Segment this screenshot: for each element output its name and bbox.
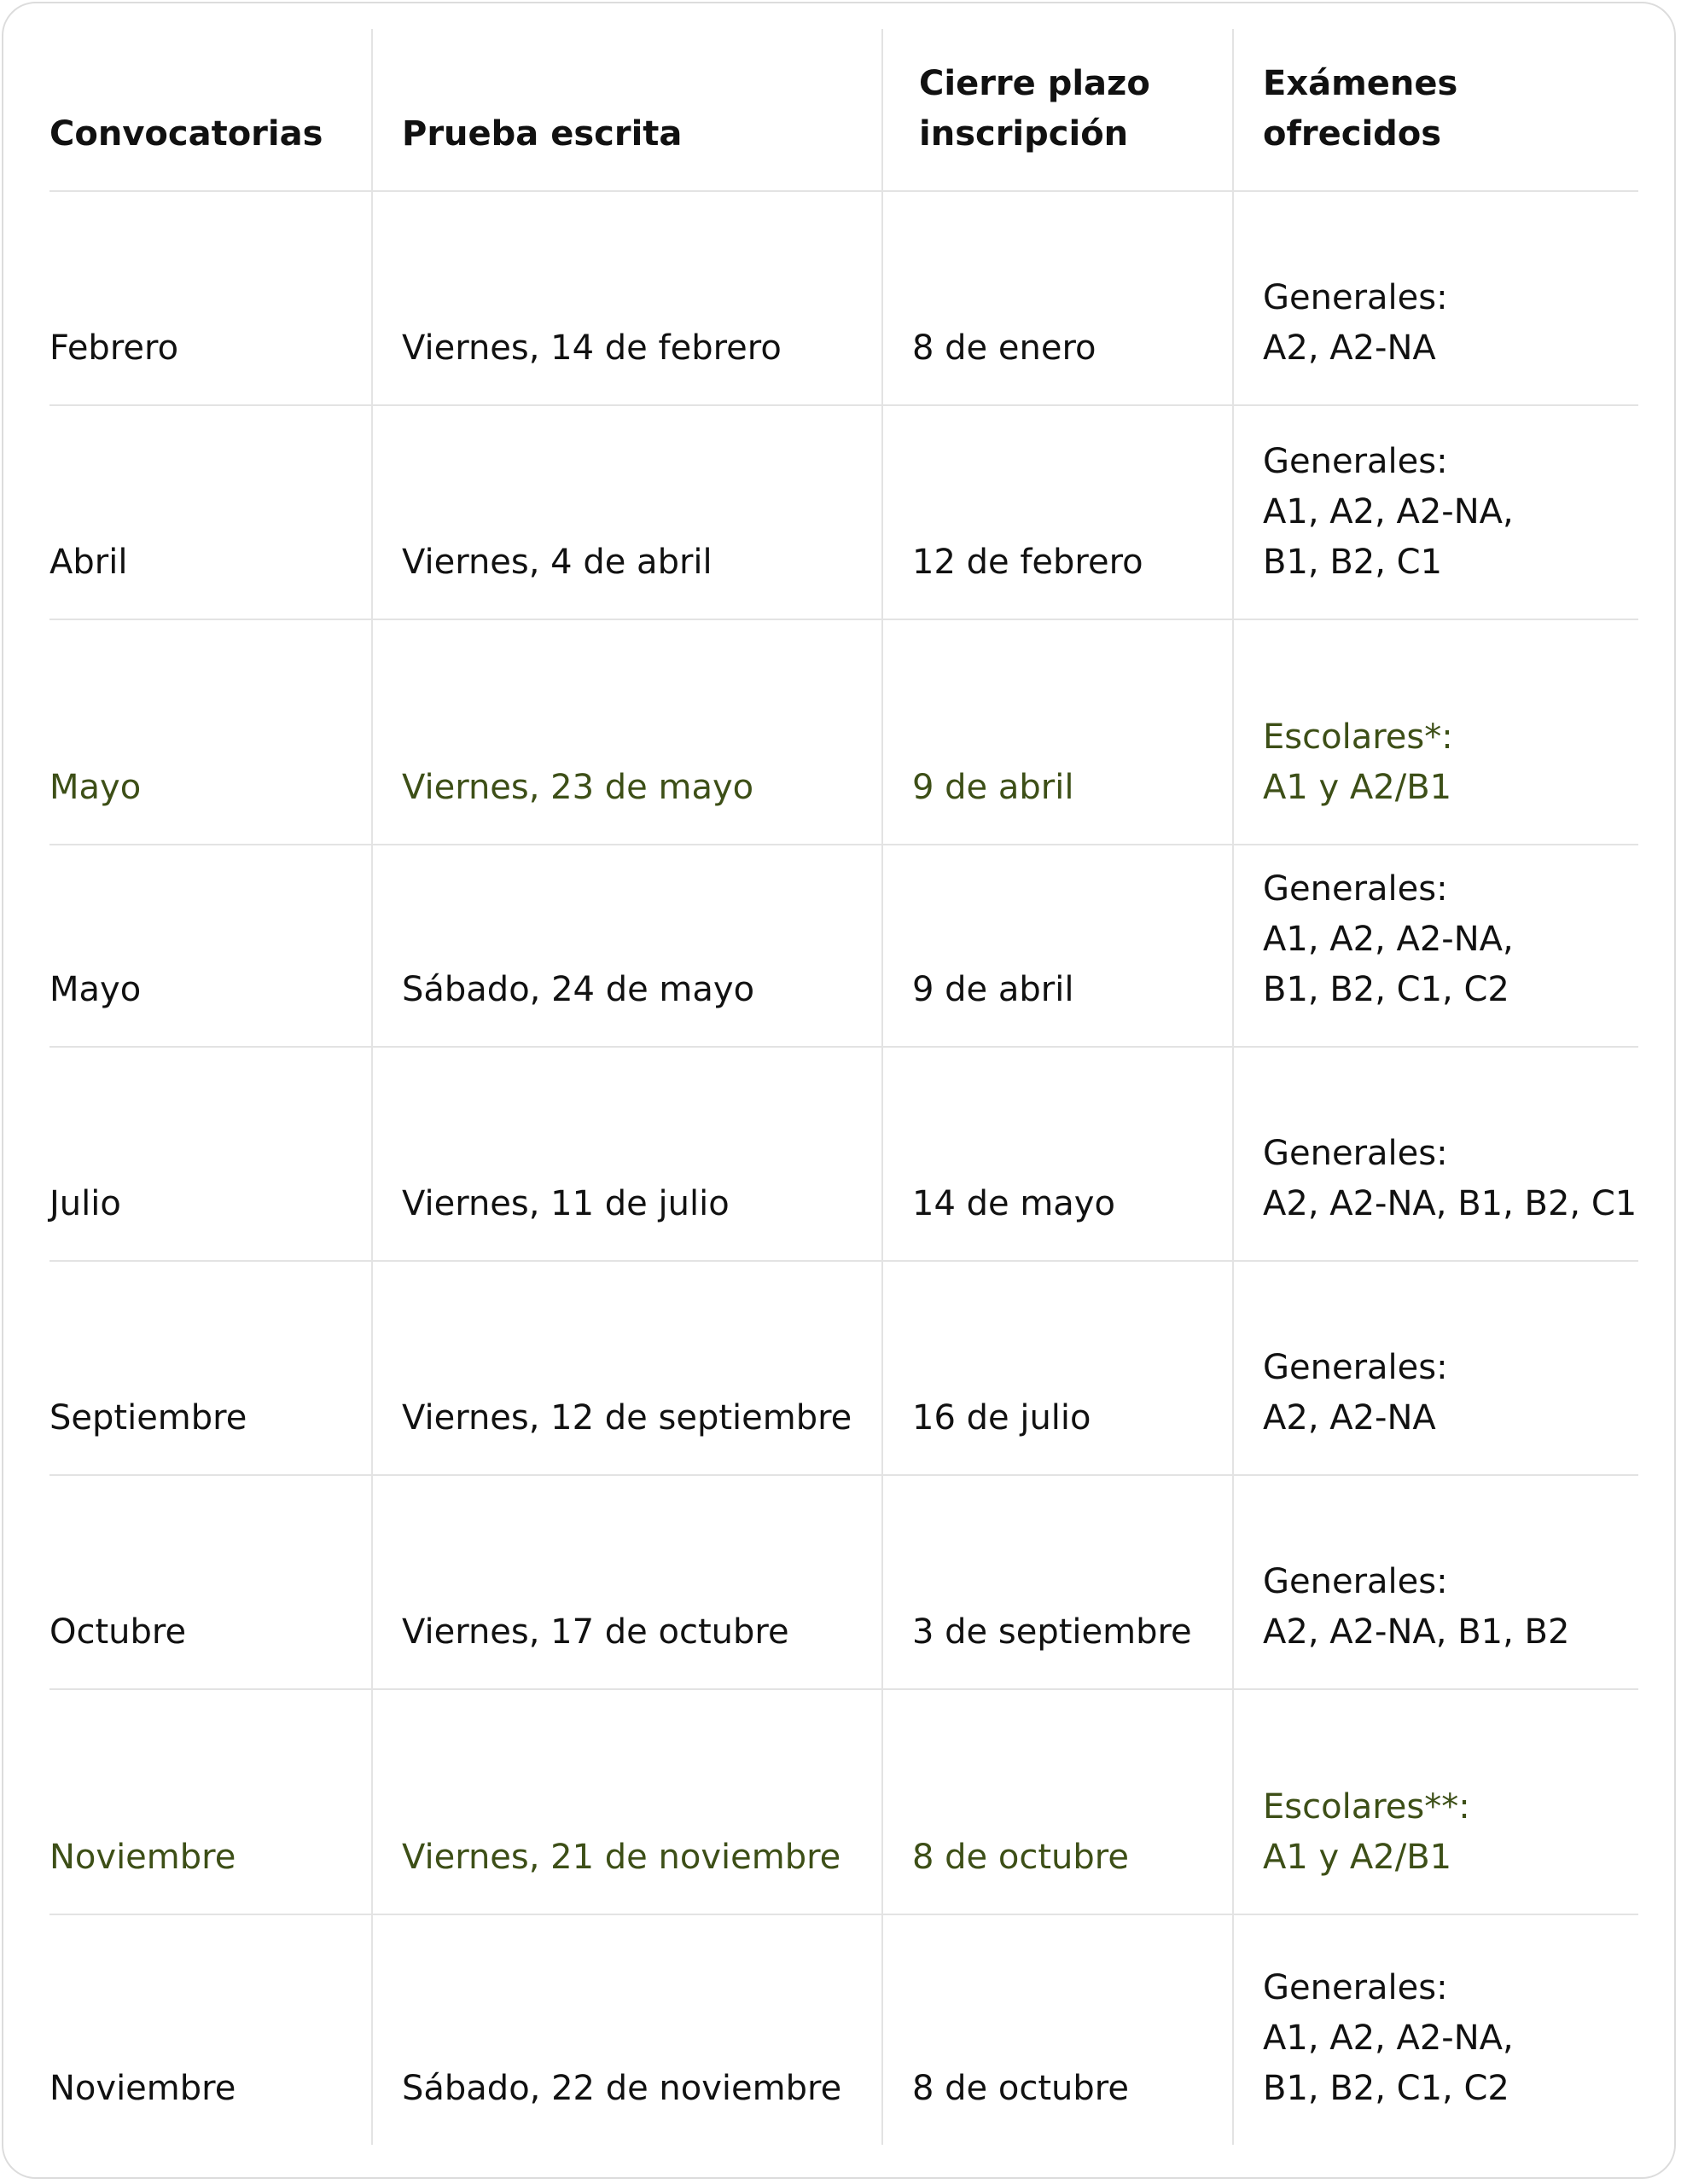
examenes-line: A2, A2-NA (1263, 1398, 1436, 1438)
examenes-line: Generales: (1263, 1968, 1448, 2007)
table-row (49, 1261, 1638, 1475)
table-header-row (49, 29, 1638, 191)
table-row (49, 845, 1638, 1047)
examenes-cell (1233, 1914, 1638, 2145)
examenes-line: Generales: (1263, 1348, 1448, 1387)
prueba-escrita-cell: Viernes, 11 de julio (372, 1047, 882, 1261)
convocatoria-cell: Abril (49, 405, 372, 619)
examenes-line: A1 y A2/B1 (1263, 768, 1452, 807)
convocatoria-cell: Octubre (49, 1475, 372, 1689)
examenes-cell (1233, 619, 1638, 845)
cierre-plazo-cell: 3 de septiembre (882, 1475, 1233, 1689)
examenes-line: A2, A2-NA (1263, 328, 1436, 368)
examenes-line: A1, A2, A2-NA, (1263, 920, 1514, 959)
examenes-line: A1, A2, A2-NA, (1263, 2018, 1514, 2058)
prueba-escrita-cell: Viernes, 23 de mayo (372, 619, 882, 845)
prueba-escrita-cell: Viernes, 12 de septiembre (372, 1261, 882, 1475)
prueba-escrita-cell: Viernes, 14 de febrero (372, 191, 882, 405)
cierre-plazo-cell: 9 de abril (882, 845, 1233, 1047)
examenes-line: Generales: (1263, 442, 1448, 481)
cierre-plazo-cell: 8 de octubre (882, 1689, 1233, 1914)
header-convocatorias: Convocatorias (49, 29, 372, 191)
cierre-plazo-cell: 8 de enero (882, 191, 1233, 405)
cierre-plazo-cell: 16 de julio (882, 1261, 1233, 1475)
table-row (49, 1475, 1638, 1689)
prueba-escrita-cell: Viernes, 21 de noviembre (372, 1689, 882, 1914)
table-row (49, 1689, 1638, 1914)
examenes-line: Escolares**: (1263, 1787, 1470, 1827)
examenes-cell (1233, 405, 1638, 619)
table-row (49, 1914, 1638, 2145)
examenes-line: Generales: (1263, 1562, 1448, 1601)
convocatoria-cell: Julio (49, 1047, 372, 1261)
table-row (49, 1047, 1638, 1261)
examenes-cell (1233, 1047, 1638, 1261)
header-cierre-plazo: Cierre plazo inscripción (882, 29, 1233, 191)
cierre-plazo-cell: 8 de octubre (882, 1914, 1233, 2145)
examenes-line: Generales: (1263, 278, 1448, 317)
examenes-line: A2, A2-NA, B1, B2, C1 (1263, 1184, 1637, 1223)
prueba-escrita-cell: Viernes, 17 de octubre (372, 1475, 882, 1689)
convocatoria-cell: Noviembre (49, 2069, 236, 2108)
header-prueba-escrita: Prueba escrita (372, 29, 882, 191)
convocatoria-cell: Septiembre (49, 1261, 372, 1475)
prueba-escrita-cell: Sábado, 22 de noviembre (372, 1914, 882, 2145)
exam-schedule-table (49, 29, 1638, 2145)
examenes-line: B1, B2, C1 (1263, 543, 1443, 582)
examenes-cell (1233, 845, 1638, 1047)
convocatoria-cell: Febrero (49, 191, 372, 405)
table-row (49, 619, 1638, 845)
examenes-line: A1 y A2/B1 (1263, 1838, 1452, 1877)
convocatoria-cell: Mayo (49, 619, 372, 845)
convocatoria-cell: Mayo (49, 845, 372, 1047)
examenes-line: Escolares*: (1263, 717, 1453, 757)
examenes-cell (1233, 1475, 1638, 1689)
examenes-line: Generales: (1263, 869, 1448, 909)
schedule-card (2, 2, 1676, 2179)
cierre-plazo-cell: 9 de abril (882, 619, 1233, 845)
examenes-cell (1233, 191, 1638, 405)
prueba-escrita-cell: Viernes, 4 de abril (372, 405, 882, 619)
examenes-line: A2, A2-NA, B1, B2 (1263, 1612, 1570, 1652)
examenes-line: Generales: (1263, 1134, 1448, 1173)
table-row (49, 405, 1638, 619)
cierre-plazo-cell: 12 de febrero (882, 405, 1233, 619)
examenes-line: B1, B2, C1, C2 (1263, 2069, 1509, 2108)
cierre-plazo-cell: 14 de mayo (882, 1047, 1233, 1261)
header-examenes-ofrecidos: Exámenes ofrecidos (1233, 29, 1638, 191)
examenes-line: B1, B2, C1, C2 (1263, 970, 1509, 1009)
table-row (49, 191, 1638, 405)
examenes-cell (1233, 1689, 1638, 1914)
examenes-cell (1233, 1261, 1638, 1475)
prueba-escrita-cell: Sábado, 24 de mayo (372, 845, 882, 1047)
examenes-line: A1, A2, A2-NA, (1263, 492, 1514, 531)
convocatoria-cell: Noviembre (49, 1689, 372, 1914)
